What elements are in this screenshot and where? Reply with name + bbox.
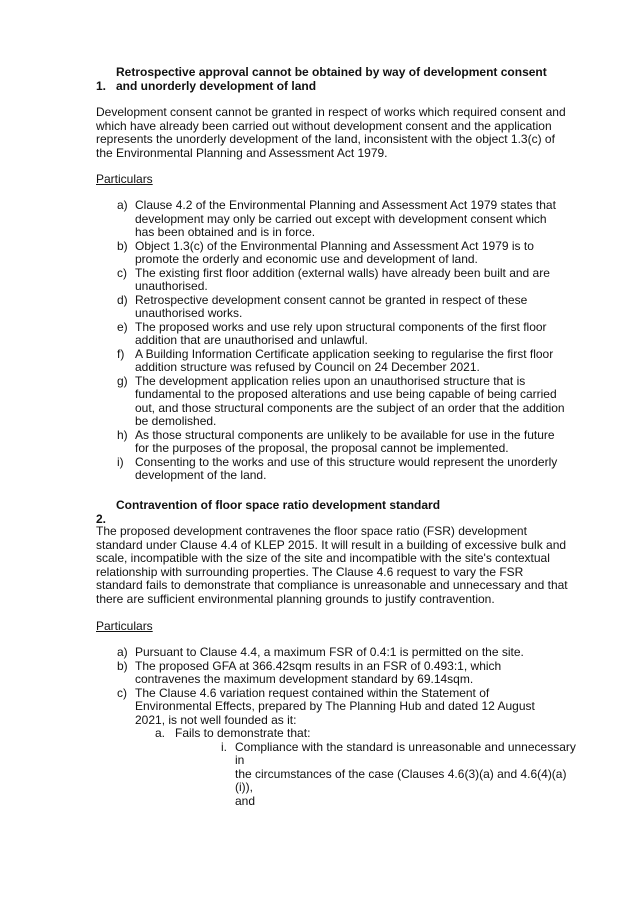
section-1-particulars-list — [117, 199, 577, 483]
list-label: g) — [117, 373, 128, 388]
list-item — [117, 429, 577, 456]
list-text: Clause 4.2 of the Environmental Planning and Assessment Act 1979 states that development may only be carried out except with development consent which has been obtained and is in force. — [135, 198, 556, 239]
list-item — [117, 240, 577, 267]
list-item — [117, 199, 577, 240]
list-text: Consenting to the works and use of this structure would represent the unorderly development of the land. — [135, 454, 558, 482]
list-label: a) — [117, 645, 128, 659]
list-label: i. — [221, 739, 227, 754]
list-text: The development application relies upon an unauthorised structure that is fundamental to the proposed alterations and use being capable of being carried out, and those structural components are the subject of an order that the addition be demolished. — [135, 373, 565, 428]
particulars-heading: Particulars — [96, 172, 153, 186]
sub-list-item — [117, 727, 577, 741]
particulars-heading: Particulars — [96, 619, 153, 633]
section-number: 1. — [96, 78, 107, 93]
list-label: h) — [117, 427, 128, 442]
list-label: c) — [117, 685, 127, 700]
list-text: Fails to demonstrate that: — [175, 726, 311, 740]
list-label: e) — [117, 319, 128, 334]
section-1-body: Development consent cannot be granted in respect of works which required consent and which have already been carried out without development consent and the application represents the unorderly development of the land, inconsistent with the object 1.3(c) of the Environmental Planning and Assessment Act 1979. — [96, 105, 566, 160]
list-item — [117, 687, 577, 728]
list-text: Pursuant to Clause 4.4, a maximum FSR of 0.4:1 is permitted on the site. — [135, 645, 524, 659]
list-item — [117, 294, 577, 321]
section-2-body: The proposed development contravenes the floor space ratio (FSR) development standard under Clause 4.4 of KLEP 2015. It will result in a building of excessive bulk and scale, incompatible with the size of the site and incompatible with the site's contextual relationship with surrounding properties. The Clause 4.6 request to vary the FSR standard fails to demonstrate that compliance is unreasonable and unnecessary and that there are sufficient environmental planning grounds to justify contravention. — [96, 524, 568, 606]
list-text: The existing first floor addition (external walls) have already been built and are unauthorised. — [135, 265, 550, 293]
section-title: Retrospective approval cannot be obtained by way of development consent and unorderly development of land — [116, 65, 547, 93]
list-label: i) — [117, 454, 124, 469]
list-text: The proposed works and use rely upon structural components of the first floor addition that are unauthorised and unlawful. — [135, 319, 547, 347]
list-label: b) — [117, 658, 128, 673]
list-item — [117, 267, 577, 294]
list-label: d) — [117, 292, 128, 307]
list-label: b) — [117, 238, 128, 253]
list-text: A Building Information Certificate application seeking to regularise the first floor addition structure was refused by Council on 24 December 2021. — [135, 346, 554, 374]
list-text: Compliance with the standard is unreasonable and unnecessary in the circumstances of the case (Clauses 4.6(3)(a) and 4.6(4)(a)(i)), and — [235, 739, 576, 808]
list-label: c) — [117, 265, 127, 280]
list-text: Object 1.3(c) of the Environmental Planning and Assessment Act 1979 is to promote the orderly and economic use and development of land. — [135, 238, 534, 266]
list-text: Retrospective development consent cannot be granted in respect of these unauthorised works. — [135, 292, 528, 320]
list-text: The proposed GFA at 366.42sqm results in an FSR of 0.493:1, which contravenes the maximum development standard by 69.14sqm. — [135, 658, 502, 686]
list-text: As those structural components are unlikely to be available for use in the future for the purposes of the proposal, the proposal cannot be implemented. — [135, 427, 555, 455]
section-1-heading — [96, 66, 576, 93]
section-number: 2. — [96, 511, 107, 526]
sub-sub-list-item — [117, 741, 577, 809]
section-2-particulars-list — [117, 646, 577, 808]
list-label: a) — [117, 198, 128, 212]
list-label: a. — [155, 726, 166, 740]
list-item — [117, 321, 577, 348]
section-title: Contravention of floor space ratio development standard — [116, 498, 441, 512]
list-item — [117, 660, 577, 687]
list-item — [117, 456, 577, 483]
list-text: The Clause 4.6 variation request contained within the Statement of Environmental Effects, prepared by The Planning Hub and dated 12 August 2021, is not well founded as it: — [135, 685, 535, 727]
list-label: f) — [117, 346, 125, 361]
list-item — [117, 375, 577, 429]
list-item — [117, 348, 577, 375]
section-2-heading — [96, 499, 576, 526]
list-item — [117, 646, 577, 660]
